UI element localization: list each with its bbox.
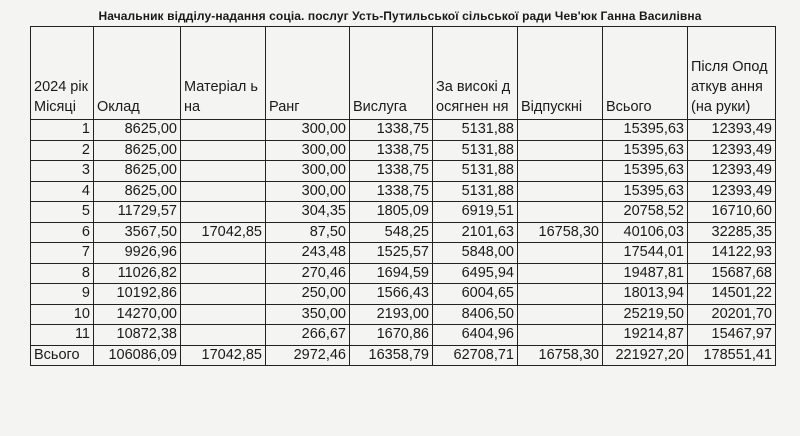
cell-salary: 8625,00 — [94, 140, 181, 161]
cell-month: 10 — [31, 304, 94, 325]
cell-rank: 300,00 — [266, 120, 350, 141]
cell-vacation — [518, 202, 603, 223]
cell-achievements: 5131,88 — [433, 120, 518, 141]
cell-net: 15687,68 — [688, 263, 776, 284]
salary-table — [30, 26, 776, 366]
cell-seniority: 1338,75 — [350, 181, 433, 202]
cell-achievements: 6004,65 — [433, 284, 518, 305]
cell-salary: 10872,38 — [94, 325, 181, 346]
total-total: 221927,20 — [603, 345, 688, 366]
cell-salary: 11729,57 — [94, 202, 181, 223]
cell-net: 32285,35 — [688, 222, 776, 243]
cell-salary: 3567,50 — [94, 222, 181, 243]
total-seniority: 16358,79 — [350, 345, 433, 366]
cell-material — [181, 243, 266, 264]
cell-seniority: 1338,75 — [350, 120, 433, 141]
table-row — [31, 263, 776, 284]
cell-rank: 243,48 — [266, 243, 350, 264]
totals-row — [31, 345, 776, 366]
cell-net: 14501,22 — [688, 284, 776, 305]
header-achievements: За високі досягнен ня — [433, 27, 518, 120]
total-salary: 106086,09 — [94, 345, 181, 366]
cell-vacation — [518, 304, 603, 325]
header-net: Після Оподаткув ання(на руки) — [688, 27, 776, 120]
cell-vacation — [518, 325, 603, 346]
cell-total: 15395,63 — [603, 181, 688, 202]
cell-vacation — [518, 120, 603, 141]
table-row — [31, 243, 776, 264]
cell-vacation — [518, 263, 603, 284]
cell-achievements: 5131,88 — [433, 161, 518, 182]
cell-material — [181, 202, 266, 223]
cell-month: 1 — [31, 120, 94, 141]
cell-achievements: 5131,88 — [433, 181, 518, 202]
cell-rank: 300,00 — [266, 140, 350, 161]
cell-rank: 266,67 — [266, 325, 350, 346]
cell-net: 12393,49 — [688, 140, 776, 161]
cell-salary: 11026,82 — [94, 263, 181, 284]
cell-month: 6 — [31, 222, 94, 243]
table-row — [31, 222, 776, 243]
cell-seniority: 548,25 — [350, 222, 433, 243]
cell-total: 25219,50 — [603, 304, 688, 325]
table-row — [31, 202, 776, 223]
cell-material: 17042,85 — [181, 222, 266, 243]
cell-material — [181, 304, 266, 325]
cell-seniority: 1338,75 — [350, 161, 433, 182]
cell-seniority: 1670,86 — [350, 325, 433, 346]
cell-salary: 8625,00 — [94, 120, 181, 141]
total-achievements: 62708,71 — [433, 345, 518, 366]
cell-achievements: 8406,50 — [433, 304, 518, 325]
cell-total: 15395,63 — [603, 161, 688, 182]
document-title: Начальник відділу-надання соціа. послуг Усть-Путильської сільської ради Чев'юк Ганна Василівна — [98, 9, 702, 23]
header-vacation: Відпускні — [518, 27, 603, 120]
total-month: Всього — [31, 345, 94, 366]
cell-seniority: 1566,43 — [350, 284, 433, 305]
cell-vacation — [518, 181, 603, 202]
cell-vacation — [518, 284, 603, 305]
cell-material — [181, 284, 266, 305]
cell-achievements: 6404,96 — [433, 325, 518, 346]
cell-achievements: 6919,51 — [433, 202, 518, 223]
cell-salary: 8625,00 — [94, 161, 181, 182]
cell-material — [181, 325, 266, 346]
cell-total: 17544,01 — [603, 243, 688, 264]
cell-salary: 8625,00 — [94, 181, 181, 202]
cell-seniority: 2193,00 — [350, 304, 433, 325]
cell-total: 20758,52 — [603, 202, 688, 223]
header-seniority: Вислуга — [350, 27, 433, 120]
cell-net: 12393,49 — [688, 181, 776, 202]
header-row — [31, 27, 776, 120]
cell-vacation — [518, 161, 603, 182]
cell-achievements: 2101,63 — [433, 222, 518, 243]
cell-month: 3 — [31, 161, 94, 182]
cell-achievements: 5848,00 — [433, 243, 518, 264]
cell-achievements: 5131,88 — [433, 140, 518, 161]
cell-month: 11 — [31, 325, 94, 346]
cell-total: 15395,63 — [603, 120, 688, 141]
cell-seniority: 1525,57 — [350, 243, 433, 264]
cell-month: 8 — [31, 263, 94, 284]
cell-rank: 87,50 — [266, 222, 350, 243]
cell-month: 9 — [31, 284, 94, 305]
cell-material — [181, 120, 266, 141]
header-total: Всього — [603, 27, 688, 120]
cell-rank: 350,00 — [266, 304, 350, 325]
cell-rank: 250,00 — [266, 284, 350, 305]
cell-salary: 9926,96 — [94, 243, 181, 264]
cell-vacation: 16758,30 — [518, 222, 603, 243]
cell-material — [181, 181, 266, 202]
cell-month: 4 — [31, 181, 94, 202]
header-material: Матеріал ьна — [181, 27, 266, 120]
cell-month: 2 — [31, 140, 94, 161]
cell-net: 20201,70 — [688, 304, 776, 325]
cell-achievements: 6495,94 — [433, 263, 518, 284]
cell-rank: 270,46 — [266, 263, 350, 284]
total-rank: 2972,46 — [266, 345, 350, 366]
cell-vacation — [518, 140, 603, 161]
cell-material — [181, 263, 266, 284]
cell-vacation — [518, 243, 603, 264]
table-row — [31, 325, 776, 346]
cell-seniority: 1694,59 — [350, 263, 433, 284]
cell-net: 12393,49 — [688, 120, 776, 141]
cell-salary: 14270,00 — [94, 304, 181, 325]
cell-rank: 300,00 — [266, 161, 350, 182]
cell-net: 14122,93 — [688, 243, 776, 264]
cell-seniority: 1338,75 — [350, 140, 433, 161]
cell-material — [181, 161, 266, 182]
total-vacation: 16758,30 — [518, 345, 603, 366]
cell-total: 40106,03 — [603, 222, 688, 243]
cell-total: 18013,94 — [603, 284, 688, 305]
cell-total: 19487,81 — [603, 263, 688, 284]
cell-net: 16710,60 — [688, 202, 776, 223]
cell-material — [181, 140, 266, 161]
cell-net: 15467,97 — [688, 325, 776, 346]
header-month: 2024 рік Місяці — [31, 27, 94, 120]
table-row — [31, 140, 776, 161]
header-salary: Оклад — [94, 27, 181, 120]
cell-salary: 10192,86 — [94, 284, 181, 305]
cell-rank: 304,35 — [266, 202, 350, 223]
cell-month: 7 — [31, 243, 94, 264]
cell-seniority: 1805,09 — [350, 202, 433, 223]
cell-month: 5 — [31, 202, 94, 223]
table-row — [31, 120, 776, 141]
table-row — [31, 284, 776, 305]
cell-total: 19214,87 — [603, 325, 688, 346]
table-row — [31, 181, 776, 202]
total-material: 17042,85 — [181, 345, 266, 366]
total-net: 178551,41 — [688, 345, 776, 366]
cell-net: 12393,49 — [688, 161, 776, 182]
table-row — [31, 304, 776, 325]
header-rank: Ранг — [266, 27, 350, 120]
cell-total: 15395,63 — [603, 140, 688, 161]
cell-rank: 300,00 — [266, 181, 350, 202]
table-row — [31, 161, 776, 182]
